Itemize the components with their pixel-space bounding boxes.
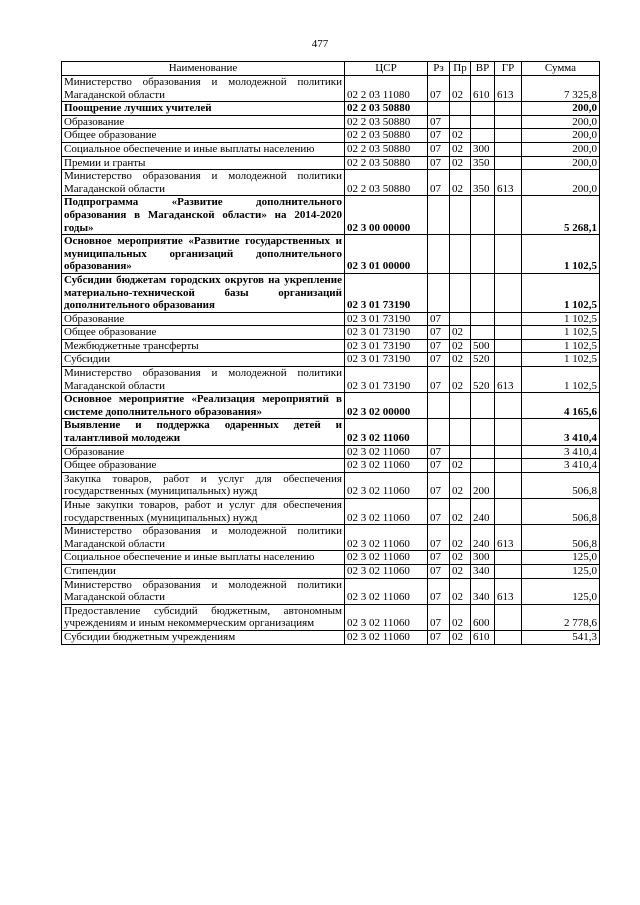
- cell-csr: 02 3 01 73190: [345, 273, 428, 312]
- cell-csr: 02 2 03 50880: [345, 156, 428, 170]
- table-header-row: [62, 62, 600, 76]
- cell-name: Субсидии бюджетным учреждениям: [62, 630, 345, 644]
- cell-name: Премии и гранты: [62, 156, 345, 170]
- cell-sum: 1 102,5: [522, 353, 600, 367]
- cell-sum: 2 778,6: [522, 604, 600, 630]
- cell-rz: 07: [428, 76, 450, 102]
- cell-name: Предоставление субсидий бюджетным, автономным учреждениям и иным некоммерческим организациям: [62, 604, 345, 630]
- table-row: [62, 459, 600, 473]
- cell-name: Министерство образования и молодежной политики Магаданской области: [62, 76, 345, 102]
- table-row: [62, 129, 600, 143]
- cell-rz: 07: [428, 326, 450, 340]
- cell-sum: 200,0: [522, 129, 600, 143]
- cell-name: Основное мероприятие «Развитие государственных и муниципальных организаций дополнительного образования»: [62, 235, 345, 274]
- cell-rz: [428, 419, 450, 445]
- cell-rz: 07: [428, 630, 450, 644]
- page-number: 477: [311, 38, 329, 50]
- table-row: [62, 393, 600, 419]
- cell-csr: 02 3 01 73190: [345, 339, 428, 353]
- cell-csr: 02 2 03 50880: [345, 115, 428, 129]
- cell-gr: 613: [495, 525, 522, 551]
- cell-csr: 02 3 02 11060: [345, 459, 428, 473]
- cell-csr: 02 3 02 11060: [345, 578, 428, 604]
- cell-name: Министерство образования и молодежной политики Магаданской области: [62, 525, 345, 551]
- cell-sum: 3 410,4: [522, 445, 600, 459]
- cell-gr: [495, 326, 522, 340]
- cell-pr: 02: [450, 353, 471, 367]
- cell-sum: 200,0: [522, 115, 600, 129]
- cell-name: Межбюджетные трансферты: [62, 339, 345, 353]
- cell-gr: [495, 129, 522, 143]
- cell-vr: 340: [471, 564, 495, 578]
- cell-name: Общее образование: [62, 129, 345, 143]
- cell-rz: 07: [428, 129, 450, 143]
- cell-gr: [495, 630, 522, 644]
- cell-pr: 02: [450, 630, 471, 644]
- cell-name: Образование: [62, 312, 345, 326]
- cell-rz: 07: [428, 499, 450, 525]
- cell-gr: [495, 115, 522, 129]
- cell-name: Поощрение лучших учителей: [62, 102, 345, 116]
- cell-csr: 02 3 01 73190: [345, 312, 428, 326]
- cell-name: Основное мероприятие «Реализация мероприятий в системе дополнительного образования»: [62, 393, 345, 419]
- cell-sum: 506,8: [522, 472, 600, 498]
- cell-sum: 125,0: [522, 551, 600, 565]
- table-row: [62, 551, 600, 565]
- cell-vr: 610: [471, 76, 495, 102]
- cell-sum: 506,8: [522, 525, 600, 551]
- cell-vr: [471, 102, 495, 116]
- cell-rz: 07: [428, 564, 450, 578]
- cell-pr: [450, 115, 471, 129]
- cell-name: Образование: [62, 115, 345, 129]
- cell-pr: 02: [450, 551, 471, 565]
- cell-rz: [428, 273, 450, 312]
- cell-rz: 07: [428, 551, 450, 565]
- cell-vr: 240: [471, 499, 495, 525]
- cell-csr: 02 3 02 11060: [345, 604, 428, 630]
- cell-sum: 200,0: [522, 170, 600, 196]
- cell-name: Субсидии бюджетам городских округов на укрепление материально-технической базы организаций дополнительного образования: [62, 273, 345, 312]
- cell-rz: 07: [428, 312, 450, 326]
- header-sum: Сумма: [522, 62, 600, 76]
- cell-csr: 02 2 03 50880: [345, 170, 428, 196]
- cell-csr: 02 3 02 11060: [345, 499, 428, 525]
- cell-sum: 3 410,4: [522, 459, 600, 473]
- cell-pr: [450, 235, 471, 274]
- cell-rz: 07: [428, 445, 450, 459]
- cell-gr: [495, 273, 522, 312]
- cell-name: Субсидии: [62, 353, 345, 367]
- cell-gr: [495, 419, 522, 445]
- cell-gr: [495, 604, 522, 630]
- cell-csr: 02 3 02 11060: [345, 525, 428, 551]
- cell-vr: [471, 129, 495, 143]
- cell-name: Министерство образования и молодежной политики Магаданской области: [62, 367, 345, 393]
- cell-pr: [450, 102, 471, 116]
- cell-sum: 1 102,5: [522, 339, 600, 353]
- cell-gr: [495, 551, 522, 565]
- table-row: [62, 339, 600, 353]
- cell-name: Социальное обеспечение и иные выплаты населению: [62, 551, 345, 565]
- cell-csr: 02 3 02 11060: [345, 419, 428, 445]
- cell-sum: 1 102,5: [522, 312, 600, 326]
- table-row: [62, 115, 600, 129]
- table-row: [62, 142, 600, 156]
- cell-pr: [450, 273, 471, 312]
- cell-sum: 125,0: [522, 578, 600, 604]
- cell-name: Министерство образования и молодежной политики Магаданской области: [62, 170, 345, 196]
- cell-csr: 02 3 02 11060: [345, 472, 428, 498]
- cell-csr: 02 3 01 00000: [345, 235, 428, 274]
- cell-gr: [495, 353, 522, 367]
- cell-rz: 07: [428, 142, 450, 156]
- cell-csr: 02 2 03 50880: [345, 142, 428, 156]
- cell-csr: 02 3 01 73190: [345, 326, 428, 340]
- table-row: [62, 564, 600, 578]
- cell-name: Иные закупки товаров, работ и услуг для обеспечения государственных (муниципальных) нужд: [62, 499, 345, 525]
- table-row: [62, 630, 600, 644]
- cell-gr: [495, 235, 522, 274]
- table-row: [62, 353, 600, 367]
- cell-pr: 02: [450, 142, 471, 156]
- cell-pr: 02: [450, 326, 471, 340]
- table-row: [62, 472, 600, 498]
- table-row: [62, 367, 600, 393]
- cell-rz: 07: [428, 525, 450, 551]
- cell-rz: 07: [428, 170, 450, 196]
- cell-vr: 600: [471, 604, 495, 630]
- cell-vr: 240: [471, 525, 495, 551]
- table-row: [62, 604, 600, 630]
- cell-sum: 1 102,5: [522, 367, 600, 393]
- table-row: [62, 156, 600, 170]
- cell-sum: 1 102,5: [522, 326, 600, 340]
- cell-csr: 02 2 03 50880: [345, 102, 428, 116]
- cell-gr: [495, 312, 522, 326]
- cell-csr: 02 3 01 73190: [345, 367, 428, 393]
- cell-csr: 02 3 02 11060: [345, 445, 428, 459]
- cell-vr: 610: [471, 630, 495, 644]
- cell-gr: 613: [495, 170, 522, 196]
- cell-vr: [471, 273, 495, 312]
- table-row: [62, 235, 600, 274]
- table-row: [62, 196, 600, 235]
- cell-sum: 5 268,1: [522, 196, 600, 235]
- cell-name: Стипендии: [62, 564, 345, 578]
- cell-rz: [428, 393, 450, 419]
- cell-sum: 200,0: [522, 142, 600, 156]
- cell-rz: 07: [428, 367, 450, 393]
- cell-vr: 520: [471, 367, 495, 393]
- cell-sum: 4 165,6: [522, 393, 600, 419]
- cell-csr: 02 2 03 11080: [345, 76, 428, 102]
- cell-gr: [495, 142, 522, 156]
- cell-rz: 07: [428, 578, 450, 604]
- cell-sum: 506,8: [522, 499, 600, 525]
- cell-vr: 350: [471, 170, 495, 196]
- cell-vr: 200: [471, 472, 495, 498]
- table-body: [62, 76, 600, 645]
- cell-vr: [471, 459, 495, 473]
- cell-pr: 02: [450, 459, 471, 473]
- table-row: [62, 578, 600, 604]
- cell-vr: 500: [471, 339, 495, 353]
- cell-name: Общее образование: [62, 459, 345, 473]
- header-rz: Рз: [428, 62, 450, 76]
- table-row: [62, 499, 600, 525]
- cell-rz: 07: [428, 156, 450, 170]
- cell-pr: [450, 445, 471, 459]
- budget-table: [61, 61, 600, 645]
- table-row: [62, 445, 600, 459]
- cell-name: Министерство образования и молодежной политики Магаданской области: [62, 578, 345, 604]
- cell-vr: 350: [471, 156, 495, 170]
- cell-csr: 02 2 03 50880: [345, 129, 428, 143]
- cell-vr: [471, 326, 495, 340]
- table-row: [62, 76, 600, 102]
- cell-pr: [450, 312, 471, 326]
- cell-pr: [450, 196, 471, 235]
- cell-vr: [471, 393, 495, 419]
- cell-gr: [495, 156, 522, 170]
- cell-sum: 125,0: [522, 564, 600, 578]
- table-row: [62, 170, 600, 196]
- cell-rz: 07: [428, 604, 450, 630]
- cell-vr: [471, 115, 495, 129]
- cell-gr: [495, 196, 522, 235]
- cell-rz: [428, 102, 450, 116]
- cell-vr: 300: [471, 551, 495, 565]
- cell-gr: 613: [495, 367, 522, 393]
- cell-gr: 613: [495, 578, 522, 604]
- cell-csr: 02 3 00 00000: [345, 196, 428, 235]
- cell-csr: 02 3 02 00000: [345, 393, 428, 419]
- cell-pr: 02: [450, 129, 471, 143]
- cell-name: Подпрограмма «Развитие дополнительного образования в Магаданской области» на 2014-2020 годы»: [62, 196, 345, 235]
- cell-vr: [471, 196, 495, 235]
- table-row: [62, 273, 600, 312]
- cell-sum: 1 102,5: [522, 235, 600, 274]
- cell-pr: 02: [450, 525, 471, 551]
- cell-gr: [495, 102, 522, 116]
- cell-gr: 613: [495, 76, 522, 102]
- cell-vr: 340: [471, 578, 495, 604]
- cell-rz: 07: [428, 115, 450, 129]
- header-gr: ГР: [495, 62, 522, 76]
- cell-rz: 07: [428, 353, 450, 367]
- cell-vr: [471, 419, 495, 445]
- cell-name: Социальное обеспечение и иные выплаты населению: [62, 142, 345, 156]
- cell-sum: 200,0: [522, 156, 600, 170]
- cell-rz: 07: [428, 472, 450, 498]
- cell-sum: 541,3: [522, 630, 600, 644]
- cell-gr: [495, 393, 522, 419]
- table-row: [62, 525, 600, 551]
- cell-gr: [495, 339, 522, 353]
- table-row: [62, 102, 600, 116]
- cell-pr: 02: [450, 604, 471, 630]
- cell-gr: [495, 459, 522, 473]
- cell-csr: 02 3 02 11060: [345, 630, 428, 644]
- header-vr: ВР: [471, 62, 495, 76]
- cell-rz: 07: [428, 459, 450, 473]
- cell-rz: [428, 196, 450, 235]
- table-row: [62, 312, 600, 326]
- cell-vr: [471, 445, 495, 459]
- header-csr: ЦСР: [345, 62, 428, 76]
- header-pr: Пр: [450, 62, 471, 76]
- cell-gr: [495, 472, 522, 498]
- cell-pr: [450, 393, 471, 419]
- cell-rz: 07: [428, 339, 450, 353]
- cell-vr: [471, 235, 495, 274]
- cell-pr: 02: [450, 499, 471, 525]
- cell-pr: 02: [450, 170, 471, 196]
- cell-name: Выявление и поддержка одаренных детей и талантливой молодежи: [62, 419, 345, 445]
- cell-pr: 02: [450, 472, 471, 498]
- cell-vr: 300: [471, 142, 495, 156]
- cell-name: Закупка товаров, работ и услуг для обеспечения государственных (муниципальных) нужд: [62, 472, 345, 498]
- cell-pr: 02: [450, 564, 471, 578]
- cell-sum: 1 102,5: [522, 273, 600, 312]
- cell-name: Общее образование: [62, 326, 345, 340]
- cell-pr: 02: [450, 339, 471, 353]
- cell-pr: 02: [450, 578, 471, 604]
- cell-pr: 02: [450, 156, 471, 170]
- cell-vr: 520: [471, 353, 495, 367]
- cell-sum: 3 410,4: [522, 419, 600, 445]
- cell-name: Образование: [62, 445, 345, 459]
- cell-sum: 7 325,8: [522, 76, 600, 102]
- cell-csr: 02 3 02 11060: [345, 564, 428, 578]
- cell-pr: 02: [450, 367, 471, 393]
- cell-gr: [495, 564, 522, 578]
- table-row: [62, 326, 600, 340]
- cell-pr: 02: [450, 76, 471, 102]
- cell-pr: [450, 419, 471, 445]
- cell-csr: 02 3 02 11060: [345, 551, 428, 565]
- cell-csr: 02 3 01 73190: [345, 353, 428, 367]
- header-name: Наименование: [62, 62, 345, 76]
- cell-gr: [495, 445, 522, 459]
- cell-gr: [495, 499, 522, 525]
- table-row: [62, 419, 600, 445]
- cell-vr: [471, 312, 495, 326]
- cell-sum: 200,0: [522, 102, 600, 116]
- cell-rz: [428, 235, 450, 274]
